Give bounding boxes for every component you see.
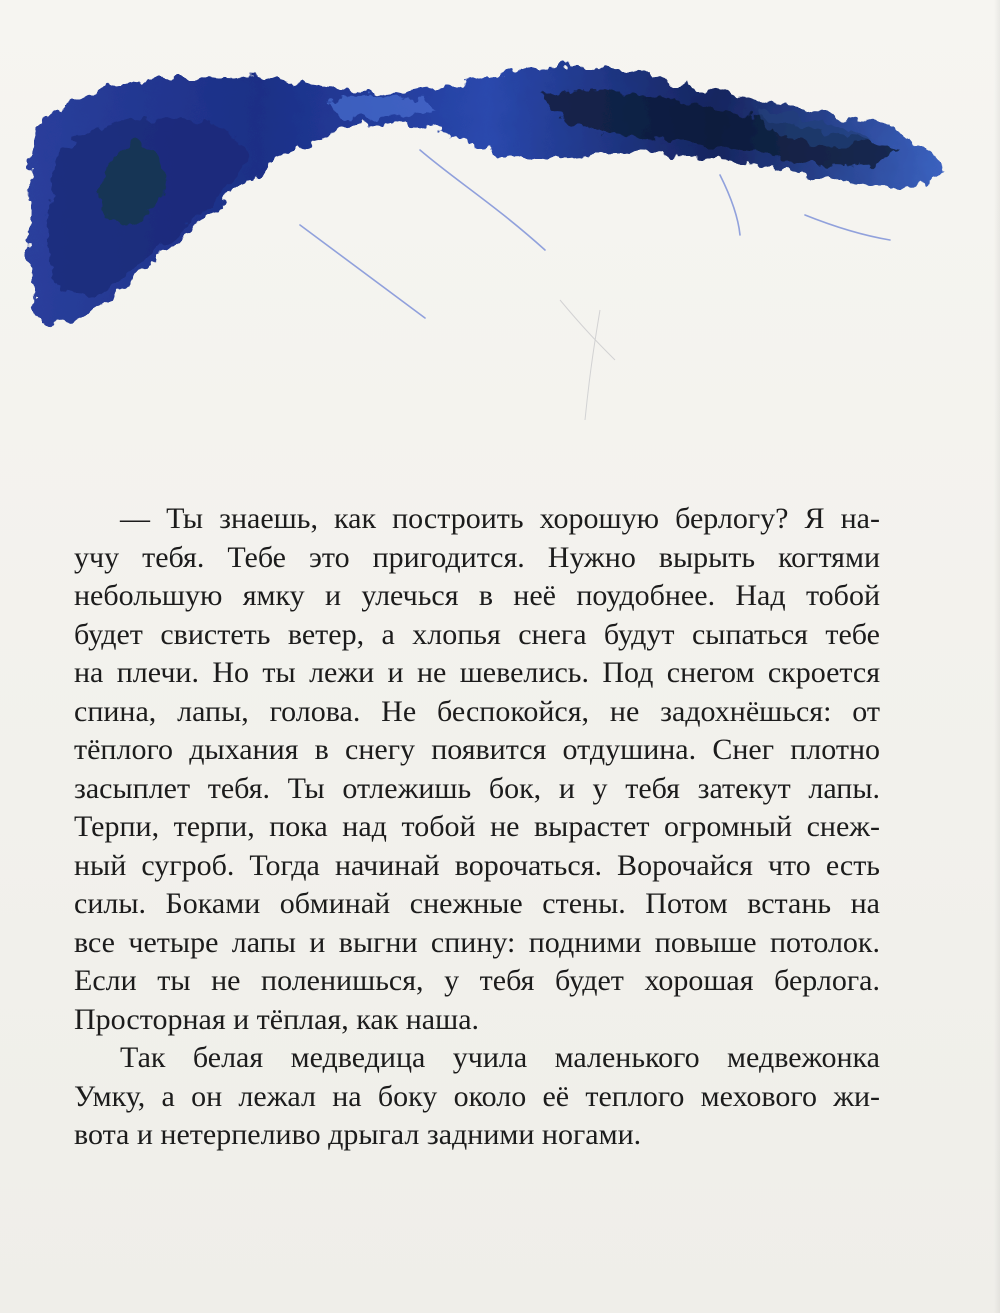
text-line: засыплет тебя. Ты отлежишь бок, и у тебя затекут лапы. bbox=[74, 771, 880, 805]
text-line: ный сугроб. Тогда начинай ворочаться. Ворочайся что есть bbox=[74, 848, 880, 882]
text-line: на плечи. Но ты лежи и не шевелись. Под снегом скроется bbox=[74, 656, 880, 689]
paragraph-narration bbox=[74, 1039, 880, 1155]
snow-drift-illustration bbox=[0, 0, 1000, 480]
text-line: Просторная и тёплая, как наша. bbox=[74, 1002, 480, 1036]
text-line: Если ты не поленишься, у тебя будет хорошая берлога. bbox=[74, 964, 880, 997]
text-line: все четыре лапы и выгни спину: подними повыше потолок. bbox=[74, 925, 880, 959]
text-line: тёплого дыхания в снегу появится отдушина. Снег плотно bbox=[74, 733, 880, 766]
text-line: вота и нетерпеливо дрыгал задними ногами. bbox=[74, 1118, 642, 1151]
text-line: спина, лапы, голова. Не беспокойся, не задохнёшься: от bbox=[74, 694, 880, 728]
text-line: будет свистеть ветер, а хлопья снега будут сыпаться тебе bbox=[74, 617, 880, 651]
text-line: Умку, а он лежал на боку около её теплого мехового жи- bbox=[74, 1079, 880, 1113]
page-edge-shadow bbox=[994, 0, 1000, 1313]
paragraph-bear-instructions bbox=[74, 500, 880, 1039]
text-line: Так белая медведица учила маленького медвежонка bbox=[120, 1041, 880, 1074]
story-text bbox=[74, 500, 880, 1155]
text-line: учу тебя. Тебе это пригодится. Нужно вырыть когтями bbox=[74, 540, 880, 574]
text-line: Терпи, терпи, пока над тобой не вырастет огромный снеж- bbox=[74, 810, 880, 843]
text-line: небольшую ямку и улечься в неё поудобнее. Над тобой bbox=[74, 579, 880, 612]
text-line: — Ты знаешь, как построить хорошую берлогу? Я на- bbox=[120, 502, 880, 535]
text-line: силы. Боками обминай снежные стены. Потом встань на bbox=[74, 887, 880, 920]
